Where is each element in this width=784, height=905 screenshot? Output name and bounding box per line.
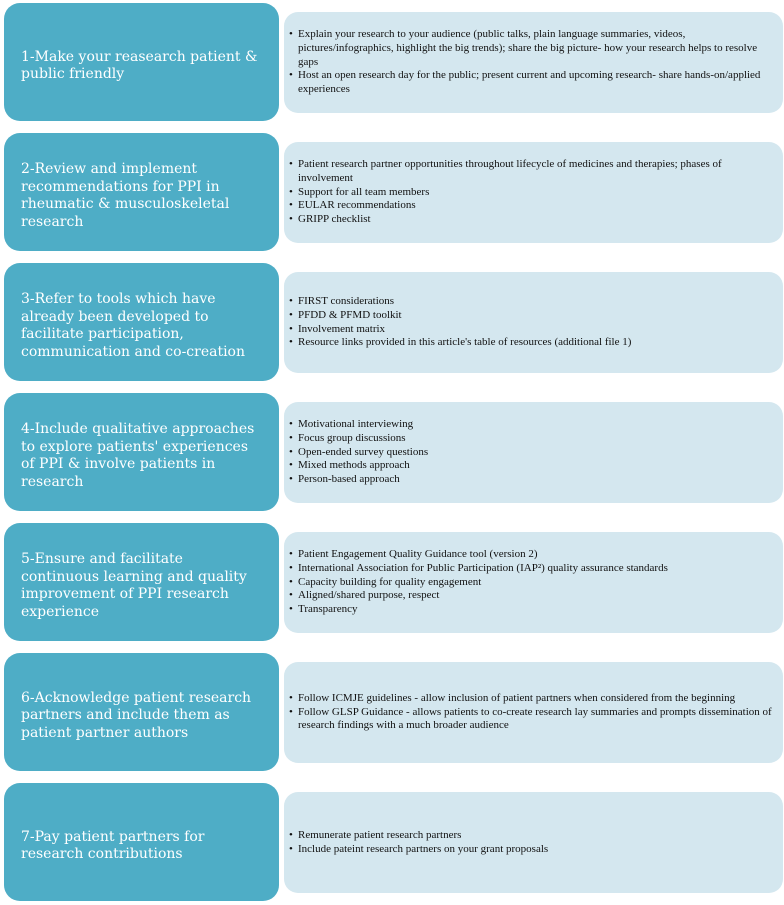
step-3-bullet-1: • FIRST considerations xyxy=(289,295,773,309)
step-4-bullet-1: • Motivational interviewing xyxy=(289,418,773,432)
step-5-bullet-3: • Capacity building for quality engagement xyxy=(289,576,773,590)
step-3-bullet-4: • Resource links provided in this article's table of resources (additional file 1) xyxy=(289,336,773,350)
step-4-bullet-2: • Focus group discussions xyxy=(289,432,773,446)
step-4-details xyxy=(284,402,783,503)
step-6-bullet-2: • Follow GLSP Guidance - allows patients to co-create research lay summaries and prompts dissemination of research findings with a much broader audience xyxy=(289,706,773,734)
step-5-title: 5-Ensure and facilitate continuous learning and quality improvement of PPI research experience xyxy=(21,551,247,620)
step-7-bullet-list xyxy=(289,829,773,857)
step-3-details xyxy=(284,272,783,373)
step-7-details xyxy=(284,792,783,893)
step-5-bullet-2: • International Association for Public Participation (IAP²) quality assurance standards xyxy=(289,562,773,576)
step-3-bullet-3: • Involvement matrix xyxy=(289,323,773,337)
step-3-box xyxy=(4,263,279,381)
step-4-box xyxy=(4,393,279,511)
step-3-title: 3-Refer to tools which have already been developed to facilitate participation, communication and co-creation xyxy=(21,291,246,360)
step-7-title: 7-Pay patient partners for research contributions xyxy=(21,828,205,862)
step-4-bullet-list xyxy=(289,418,773,487)
step-3-bullet-list xyxy=(289,295,773,350)
step-3-bullet-2: • PFDD & PFMD toolkit xyxy=(289,309,773,323)
step-5-bullet-4: • Aligned/shared purpose, respect xyxy=(289,589,773,603)
step-5-details xyxy=(284,532,783,633)
step-6-details xyxy=(284,662,783,763)
step-6-box xyxy=(4,653,279,771)
step-2-box xyxy=(4,133,279,251)
step-2-bullet-3: • EULAR recommendations xyxy=(289,199,773,213)
step-4-title: 4-Include qualitative approaches to explore patients' experiences of PPI & involve patients in research xyxy=(21,421,255,490)
step-1-box xyxy=(4,3,279,121)
step-2-bullet-4: • GRIPP checklist xyxy=(289,213,773,227)
step-6-bullet-list xyxy=(289,692,773,733)
step-5-bullet-list xyxy=(289,548,773,617)
step-5-box xyxy=(4,523,279,641)
step-1-bullet-list xyxy=(289,28,773,97)
step-7-bullet-1: • Remunerate patient research partners xyxy=(289,829,773,843)
step-4-bullet-3: • Open-ended survey questions xyxy=(289,446,773,460)
step-2-title: 2-Review and implement recommendations for PPI in rheumatic & musculoskeletal research xyxy=(21,161,230,230)
step-1-bullet-2: • Host an open research day for the public; present current and upcoming research- share hands-on/applied experiences xyxy=(289,69,773,97)
step-5-bullet-5: • Transparency xyxy=(289,603,773,617)
step-7-bullet-2: • Include pateint research partners on your grant proposals xyxy=(289,843,773,857)
step-6-bullet-1: • Follow ICMJE guidelines - allow inclusion of patient partners when considered from the beginning xyxy=(289,692,773,706)
step-6-title: 6-Acknowledge patient research partners and include them as patient partner authors xyxy=(21,689,252,741)
step-2-bullet-2: • Support for all team members xyxy=(289,186,773,200)
step-1-details xyxy=(284,12,783,113)
step-7-box xyxy=(4,783,279,901)
step-5-bullet-1: • Patient Engagement Quality Guidance tool (version 2) xyxy=(289,548,773,562)
step-1-title: 1-Make your reasearch patient & public friendly xyxy=(21,48,258,82)
step-2-bullet-list xyxy=(289,158,773,227)
step-4-bullet-5: • Person-based approach xyxy=(289,473,773,487)
step-2-bullet-1: • Patient research partner opportunities throughout lifecycle of medicines and therapies; phases of involvement xyxy=(289,158,773,186)
step-4-bullet-4: • Mixed methods approach xyxy=(289,459,773,473)
step-2-details xyxy=(284,142,783,243)
step-1-bullet-1: • Explain your research to your audience (public talks, plain language summaries, videos, pictures/infographics, highlight the big trends); share the big picture- how your research helps to resolve gaps xyxy=(289,28,773,69)
